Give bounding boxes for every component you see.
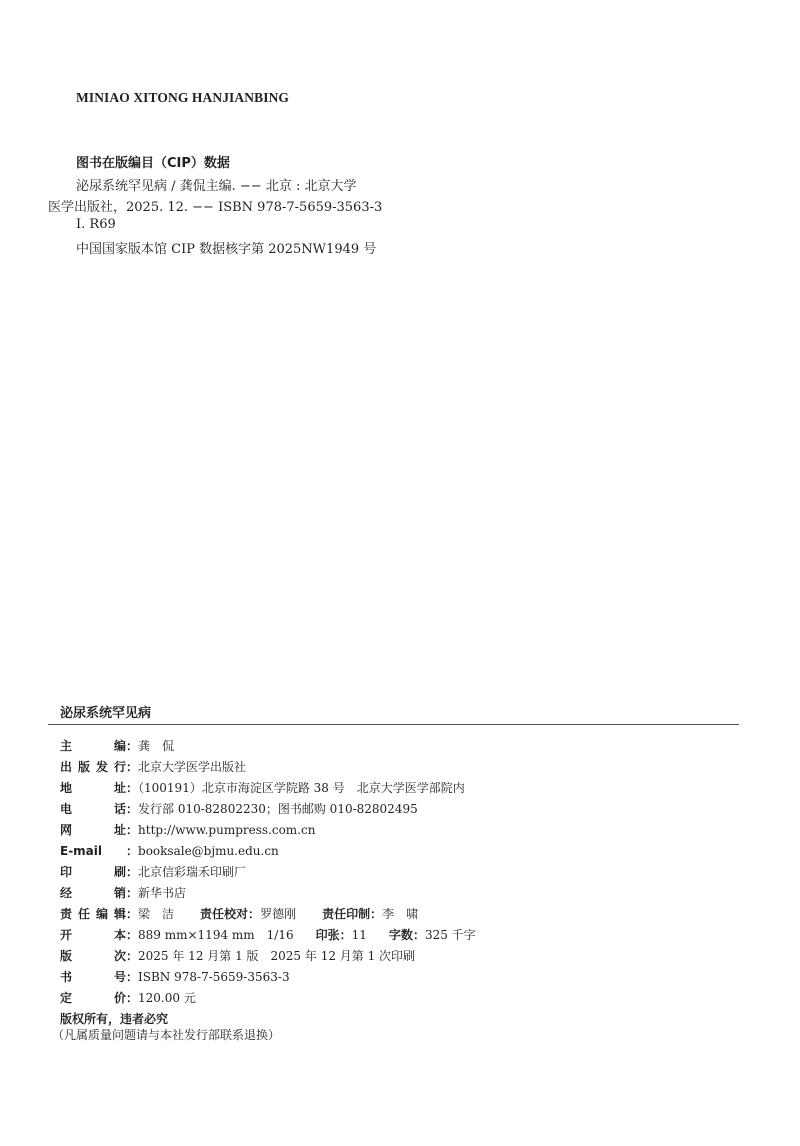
isbn-row: 书号：ISBN 978-7-5659-3563-3 (60, 967, 740, 988)
phone-label: 电话 (60, 802, 126, 816)
word-count-value: 325 千字 (424, 928, 476, 942)
return-notice: （凡属质量问题请与本社发行部联系退换） (52, 1028, 281, 1042)
price-label: 定价 (60, 991, 126, 1005)
publisher-label: 出版发行 (60, 760, 126, 774)
distributor-row: 经销：新华书店 (60, 883, 740, 904)
email-label: E-mail (60, 844, 103, 858)
price-value: 120.00 元 (138, 991, 196, 1005)
price-row: 定价：120.00 元 (60, 988, 740, 1009)
edition-label: 版次 (60, 949, 126, 963)
printer-row: 印刷：北京信彩瑞禾印刷厂 (60, 862, 740, 883)
address-value: （100191）北京市海淀区学院路 38 号 北京大学医学部院内 (138, 781, 465, 795)
website-label: 网址 (60, 823, 126, 837)
phone-value: 发行部 010-82802230；图书邮购 010-82802495 (138, 802, 418, 816)
word-count-label: 字数 (388, 928, 413, 942)
cip-line-1: 泌尿系统罕见病 / 龚侃主编. −− 北京 : 北京大学 (76, 179, 357, 194)
isbn-label: 书号 (60, 970, 126, 984)
responsible-editor-label: 责任编辑 (60, 907, 126, 921)
website-row: 网址：http://www.pumpress.com.cn (60, 820, 740, 841)
editor-row: 主编：龚 侃 (60, 736, 740, 757)
distributor-value: 新华书店 (138, 886, 187, 900)
cip-line-4: 中国国家版本馆 CIP 数据核字第 2025NW1949 号 (76, 242, 377, 257)
editor-value: 龚 侃 (138, 739, 175, 753)
email-row: E-mail ：booksale@bjmu.edu.cn (60, 841, 740, 862)
publication-info (60, 736, 740, 1030)
printer-label: 印刷 (60, 865, 126, 879)
book-title: 泌尿系统罕见病 (60, 706, 152, 721)
printer-value: 北京信彩瑞禾印刷厂 (138, 865, 247, 879)
isbn-value: ISBN 978-7-5659-3563-3 (138, 970, 290, 984)
cip-heading: 图书在版编目（CIP）数据 (76, 156, 230, 171)
sheets-value: 11 (351, 928, 367, 942)
format-value: 889 mm×1194 mm 1/16 (138, 928, 294, 942)
print-supervisor-label: 责任印制 (322, 907, 371, 921)
publisher-row: 出版发行：北京大学医学出版社 (60, 757, 740, 778)
address-label: 地址 (60, 781, 126, 795)
sheets-label: 印张 (315, 928, 340, 942)
responsible-row: 责任编辑：梁 洁 责任校对：罗德刚 责任印制：李 啸 (60, 904, 740, 925)
editor-label: 主编 (60, 739, 126, 753)
cip-line-3: Ⅰ. R69 (76, 217, 116, 232)
pinyin-title: MINIAO XITONG HANJIANBING (76, 90, 290, 105)
responsible-editor-value: 梁 洁 (138, 907, 175, 921)
copyright-text: 版权所有，违者必究 (60, 1012, 169, 1026)
divider-line (48, 724, 739, 725)
format-row: 开本：889 mm×1194 mm 1/16 印张：11 字数：325 千字 (60, 925, 740, 946)
print-supervisor-value: 李 啸 (382, 907, 419, 921)
cip-line-2: 医学出版社，2025. 12. −− ISBN 978-7-5659-3563-3 (48, 200, 383, 215)
phone-row: 电话：发行部 010-82802230；图书邮购 010-82802495 (60, 799, 740, 820)
edition-row: 版次：2025 年 12 月第 1 版 2025 年 12 月第 1 次印刷 (60, 946, 740, 967)
address-row: 地址：（100191）北京市海淀区学院路 38 号 北京大学医学部院内 (60, 778, 740, 799)
distributor-label: 经销 (60, 886, 126, 900)
publisher-value: 北京大学医学出版社 (138, 760, 247, 774)
format-label: 开本 (60, 928, 126, 942)
proofreader-label: 责任校对 (200, 907, 249, 921)
edition-value: 2025 年 12 月第 1 版 2025 年 12 月第 1 次印刷 (138, 949, 416, 963)
website-link[interactable]: http://www.pumpress.com.cn (138, 823, 316, 837)
email-link[interactable]: booksale@bjmu.edu.cn (138, 844, 279, 858)
proofreader-value: 罗德刚 (260, 907, 297, 921)
